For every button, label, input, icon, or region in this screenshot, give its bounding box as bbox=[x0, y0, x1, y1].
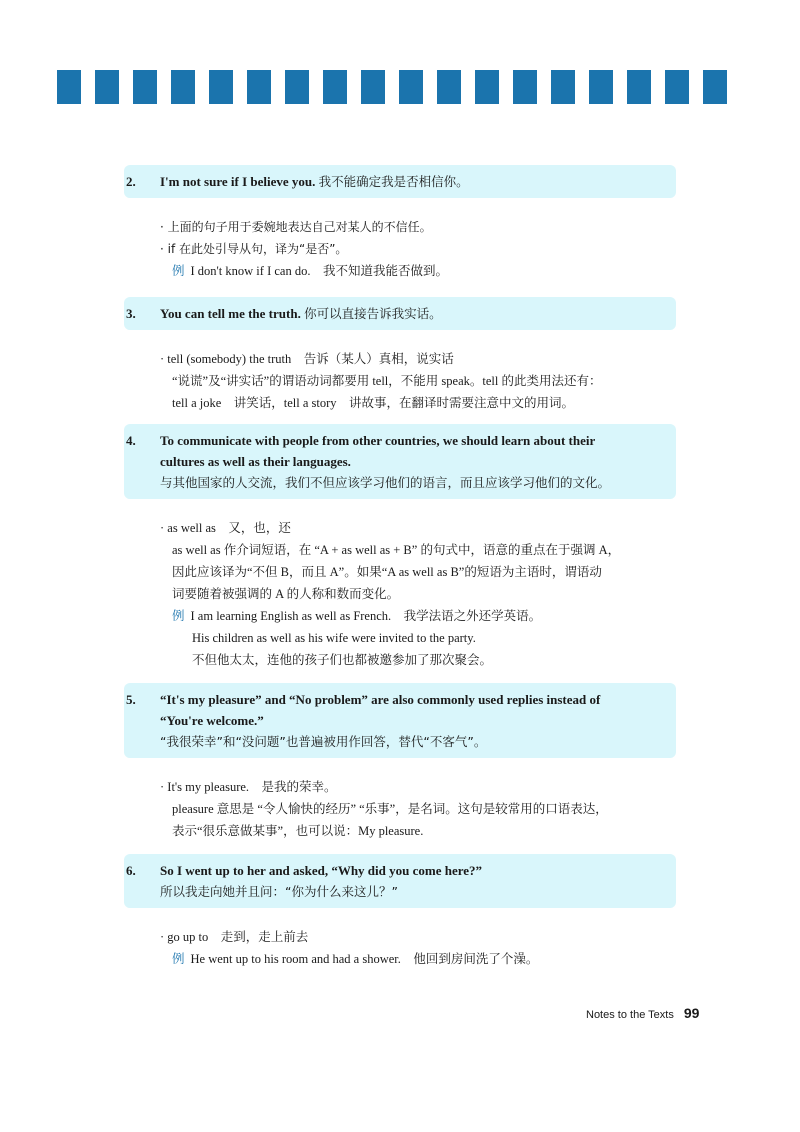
note-5 bbox=[124, 683, 676, 842]
explanation-line: 因此应该译为“不但 B，而且 A”。如果“A as well as B”的短语为主语时，谓语动 bbox=[172, 565, 602, 579]
stripe-block bbox=[133, 70, 157, 104]
note-chinese: 所以我走向她并且问：“你为什么来这儿？” bbox=[160, 884, 398, 899]
example-text: I am learning English as well as French. 我学法语之外还学英语。 bbox=[190, 609, 542, 623]
note-6 bbox=[124, 854, 676, 970]
note-3-sentence-box bbox=[124, 297, 676, 330]
header-stripe-bar bbox=[57, 70, 727, 104]
explanation-point: · tell (somebody) the truth 告诉（某人）真相，说实话 bbox=[160, 352, 454, 366]
note-english: You can tell me the truth. bbox=[160, 306, 301, 321]
example-line: His children as well as his wife were invited to the party. bbox=[192, 631, 476, 645]
note-3-explanation bbox=[124, 348, 676, 414]
example-line bbox=[160, 260, 676, 282]
stripe-block bbox=[627, 70, 651, 104]
stripe-block bbox=[361, 70, 385, 104]
explanation-line: tell a joke 讲笑话，tell a story 讲故事，在翻译时需要注意中文的用词。 bbox=[172, 396, 575, 410]
explanation-line: pleasure 意思是 “令人愉快的经历” “乐事”，是名词。这句是较常用的口语表达， bbox=[172, 802, 608, 816]
note-number: 4. bbox=[126, 433, 136, 448]
stripe-block bbox=[589, 70, 613, 104]
explanation-point: · as well as 又，也，还 bbox=[160, 521, 291, 535]
note-english-line: “It's my pleasure” and “No problem” are also commonly used replies instead of bbox=[160, 692, 601, 707]
stripe-block bbox=[209, 70, 233, 104]
stripe-block bbox=[665, 70, 689, 104]
note-number: 5. bbox=[126, 692, 136, 707]
note-english: I'm not sure if I believe you. bbox=[160, 174, 316, 189]
note-3 bbox=[124, 297, 676, 414]
explanation-line: “说谎”及“讲实话”的谓语动词都要用 tell，不能用 speak。tell 的此类用法还有： bbox=[172, 374, 602, 388]
note-chinese: 与其他国家的人交流，我们不但应该学习他们的语言，而且应该学习他们的文化。 bbox=[160, 475, 611, 490]
explanation-point: · go up to 走到，走上前去 bbox=[160, 930, 309, 944]
stripe-block bbox=[247, 70, 271, 104]
stripe-block bbox=[323, 70, 347, 104]
stripe-block bbox=[437, 70, 461, 104]
note-2 bbox=[124, 165, 676, 282]
example-label: 例 bbox=[172, 951, 185, 966]
example-line: 不但他太太，连他的孩子们也都被邀参加了那次聚会。 bbox=[192, 653, 493, 667]
stripe-block bbox=[551, 70, 575, 104]
explanation-point: · It's my pleasure. 是我的荣幸。 bbox=[160, 780, 337, 794]
example-label: 例 bbox=[172, 263, 185, 278]
example-line bbox=[160, 948, 676, 970]
note-2-sentence-box bbox=[124, 165, 676, 198]
stripe-block bbox=[95, 70, 119, 104]
note-5-sentence-box bbox=[124, 683, 676, 758]
stripe-block bbox=[285, 70, 309, 104]
note-number: 2. bbox=[126, 174, 136, 189]
explanation-line: 词要随着被强调的 A 的人称和数而变化。 bbox=[172, 587, 400, 601]
note-6-sentence-box bbox=[124, 854, 676, 908]
example-text: He went up to his room and had a shower. 他回到房间洗了个澡。 bbox=[190, 952, 539, 966]
explanation-point: · if 在此处引导从句，译为“是否”。 bbox=[160, 242, 348, 256]
note-number: 3. bbox=[126, 306, 136, 321]
stripe-block bbox=[475, 70, 499, 104]
stripe-block bbox=[399, 70, 423, 104]
note-4 bbox=[124, 424, 676, 671]
page-footer bbox=[586, 1005, 699, 1021]
page-number: 99 bbox=[683, 1005, 700, 1021]
note-english-line: cultures as well as their languages. bbox=[160, 454, 351, 469]
note-4-sentence-box bbox=[124, 424, 676, 499]
note-chinese: 我不能确定我是否相信你。 bbox=[318, 174, 469, 189]
example-text: I don't know if I can do. 我不知道我能否做到。 bbox=[190, 264, 448, 278]
section-title: Notes to the Texts bbox=[586, 1009, 674, 1021]
example-label: 例 bbox=[172, 608, 185, 623]
note-4-explanation bbox=[124, 517, 676, 671]
explanation-point: · 上面的句子用于委婉地表达自己对某人的不信任。 bbox=[160, 220, 432, 234]
stripe-block bbox=[513, 70, 537, 104]
note-6-explanation bbox=[124, 926, 676, 970]
explanation-line: 表示“很乐意做某事”，也可以说：My pleasure. bbox=[172, 824, 424, 838]
note-2-explanation bbox=[124, 216, 676, 282]
note-english-line: To communicate with people from other countries, we should learn about their bbox=[160, 433, 596, 448]
example-line bbox=[160, 605, 676, 627]
stripe-block bbox=[703, 70, 727, 104]
note-english-line: “You're welcome.” bbox=[160, 713, 264, 728]
explanation-line: as well as 作介词短语，在 “A + as well as + B” 的句式中，语意的重点在于强调 A， bbox=[172, 543, 621, 557]
stripe-block bbox=[57, 70, 81, 104]
note-number: 6. bbox=[126, 863, 136, 878]
stripe-block bbox=[171, 70, 195, 104]
note-5-explanation bbox=[124, 776, 676, 842]
note-english: So I went up to her and asked, “Why did you come here?” bbox=[160, 863, 483, 878]
note-chinese: “我很荣幸”和“没问题”也普遍被用作回答，替代“不客气”。 bbox=[160, 734, 487, 749]
note-chinese: 你可以直接告诉我实话。 bbox=[304, 306, 442, 321]
